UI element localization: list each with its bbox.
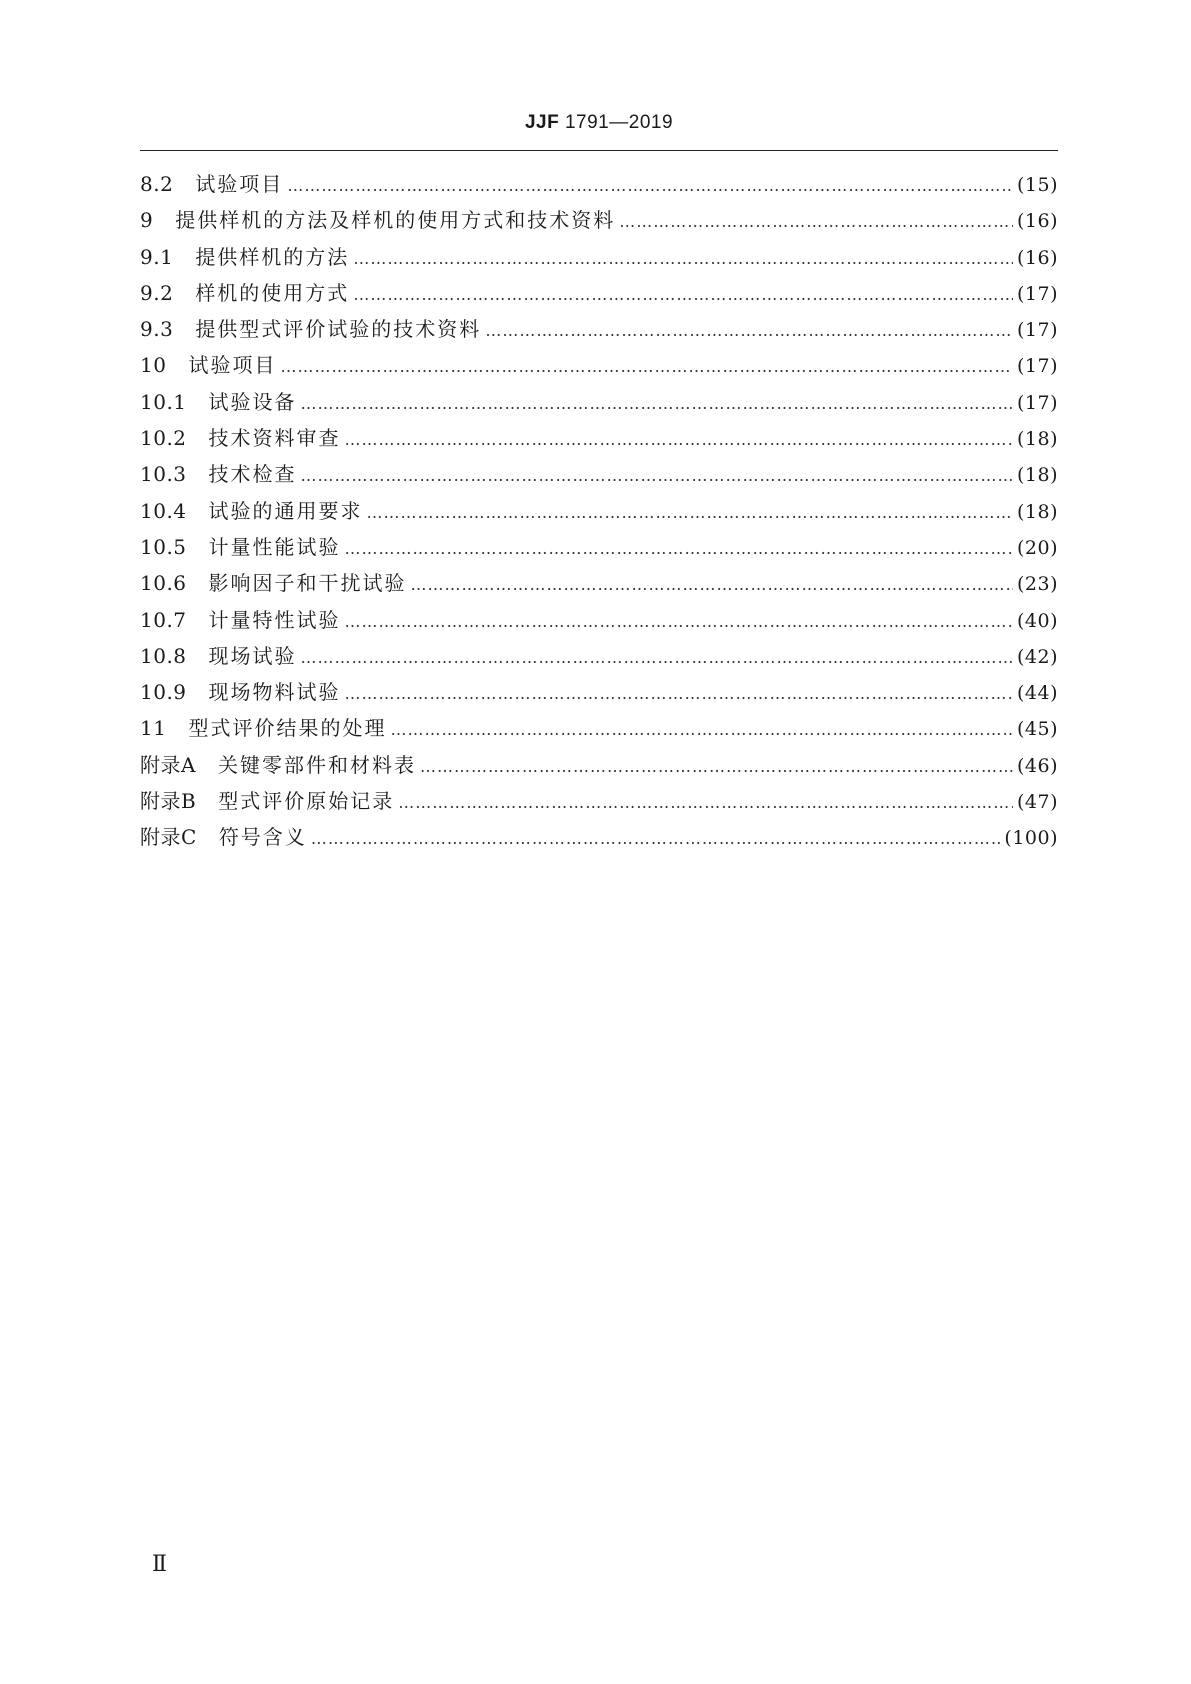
toc-leader-dots bbox=[398, 793, 1013, 812]
toc-entry-title: 计量特性试验 bbox=[208, 607, 341, 632]
toc-entry-page: (17) bbox=[1016, 282, 1058, 305]
toc-leader-dots bbox=[367, 503, 1013, 522]
toc-entry-number: 9.3 bbox=[140, 317, 174, 342]
toc-entry-gap bbox=[187, 426, 209, 450]
toc-entry-gap bbox=[153, 208, 175, 232]
toc-leader-dots bbox=[619, 212, 1013, 231]
toc-entry[interactable] bbox=[140, 422, 1058, 458]
toc-entry-number: 10.8 bbox=[140, 643, 187, 668]
toc-entry-page: (18) bbox=[1016, 464, 1058, 487]
toc-entry-page: (18) bbox=[1016, 500, 1058, 523]
toc-entry[interactable] bbox=[140, 313, 1058, 349]
toc-leader-dots bbox=[353, 249, 1013, 268]
header-rule bbox=[140, 150, 1058, 151]
toc-entry[interactable] bbox=[140, 785, 1058, 821]
toc-entry-title: 样机的使用方式 bbox=[195, 280, 350, 305]
toc-entry-title: 计量性能试验 bbox=[208, 534, 341, 559]
toc-entry-number: 10.2 bbox=[140, 426, 187, 451]
toc-leader-dots bbox=[301, 394, 1013, 413]
toc-entry-number: 10 bbox=[140, 353, 167, 378]
toc-entry-page: (16) bbox=[1016, 210, 1058, 233]
toc-entry-title: 试验项目 bbox=[188, 353, 277, 378]
toc-entry-number: 8.2 bbox=[140, 172, 174, 196]
toc-entry-page: (45) bbox=[1016, 718, 1058, 741]
toc-entry-title: 试验的通用要求 bbox=[208, 498, 363, 523]
toc-entry-title: 关键零部件和材料表 bbox=[217, 752, 416, 777]
toc-leader-dots bbox=[345, 612, 1013, 631]
toc-entry-number: 附录B bbox=[140, 789, 197, 814]
toc-entry[interactable] bbox=[140, 168, 1058, 204]
toc-entry[interactable] bbox=[140, 712, 1058, 748]
toc-leader-dots bbox=[280, 357, 1013, 376]
toc-entry[interactable] bbox=[140, 241, 1058, 277]
toc-entry-title: 型式评价结果的处理 bbox=[188, 716, 387, 741]
toc-entry-page: (17) bbox=[1016, 319, 1058, 342]
toc-entry-gap bbox=[187, 390, 209, 414]
toc-leader-dots bbox=[301, 466, 1013, 485]
toc-entry-page: (47) bbox=[1016, 791, 1058, 814]
toc-entry-page: (20) bbox=[1016, 536, 1058, 559]
toc-entry-number: 附录A bbox=[140, 752, 196, 777]
toc-entry[interactable] bbox=[140, 495, 1058, 531]
toc-entry-title: 型式评价原始记录 bbox=[218, 789, 395, 814]
toc-entry-title: 提供样机的方法 bbox=[195, 244, 350, 269]
toc-entry-gap bbox=[187, 680, 209, 704]
toc-entry-title: 技术检查 bbox=[208, 462, 297, 487]
toc-entry-page: (23) bbox=[1016, 573, 1058, 596]
toc-entry-gap bbox=[187, 571, 209, 595]
toc-entry[interactable] bbox=[140, 349, 1058, 385]
toc-entry-page: (100) bbox=[1004, 827, 1058, 850]
toc-entry-gap bbox=[173, 317, 195, 341]
toc-entry-title: 试验项目 bbox=[195, 172, 284, 196]
toc-leader-dots bbox=[420, 757, 1013, 776]
toc-entry-title: 试验设备 bbox=[208, 389, 297, 414]
toc-entry-gap bbox=[197, 825, 219, 849]
toc-entry-gap bbox=[187, 535, 209, 559]
toc-entry-page: (46) bbox=[1016, 754, 1058, 777]
toc-leader-dots bbox=[345, 684, 1013, 703]
standard-number: 1791—2019 bbox=[564, 112, 674, 133]
toc-entry-title: 提供样机的方法及样机的使用方式和技术资料 bbox=[175, 208, 616, 233]
toc-entry-number: 9.2 bbox=[140, 280, 174, 305]
toc-entry[interactable] bbox=[140, 821, 1058, 857]
toc-entry-number: 9 bbox=[140, 208, 154, 233]
toc-entry-title: 现场物料试验 bbox=[208, 680, 341, 705]
table-of-contents bbox=[140, 168, 1058, 858]
toc-entry-title: 提供型式评价试验的技术资料 bbox=[195, 317, 482, 342]
toc-entry-page: (44) bbox=[1016, 682, 1058, 705]
toc-entry-gap bbox=[166, 353, 188, 377]
toc-entry-page: (17) bbox=[1016, 391, 1058, 414]
toc-entry[interactable] bbox=[140, 531, 1058, 567]
toc-entry-page: (15) bbox=[1016, 174, 1058, 196]
toc-entry-number: 10.6 bbox=[140, 571, 187, 596]
toc-entry-title: 符号含义 bbox=[218, 825, 307, 850]
toc-entry-number: 10.5 bbox=[140, 534, 187, 559]
toc-leader-dots bbox=[345, 539, 1013, 558]
toc-entry[interactable] bbox=[140, 749, 1058, 785]
toc-entry-page: (40) bbox=[1016, 609, 1058, 632]
toc-leader-dots bbox=[353, 285, 1013, 304]
toc-leader-dots bbox=[485, 321, 1013, 340]
toc-entry-page: (16) bbox=[1016, 246, 1058, 269]
toc-entry[interactable] bbox=[140, 458, 1058, 494]
toc-leader-dots bbox=[411, 575, 1013, 594]
toc-entry-number: 9.1 bbox=[140, 244, 174, 269]
toc-entry-gap bbox=[187, 644, 209, 668]
toc-entry-gap bbox=[166, 716, 188, 740]
toc-entry[interactable] bbox=[140, 277, 1058, 313]
toc-entry-number: 10.3 bbox=[140, 462, 187, 487]
toc-entry-gap bbox=[173, 172, 195, 196]
toc-entry[interactable] bbox=[140, 204, 1058, 240]
toc-leader-dots bbox=[301, 648, 1013, 667]
toc-entry[interactable] bbox=[140, 640, 1058, 676]
toc-entry-number: 11 bbox=[140, 716, 167, 741]
toc-entry-page: (18) bbox=[1016, 428, 1058, 451]
toc-entry-title: 影响因子和干扰试验 bbox=[208, 571, 407, 596]
toc-entry[interactable] bbox=[140, 567, 1058, 603]
toc-entry[interactable] bbox=[140, 604, 1058, 640]
toc-leader-dots bbox=[390, 720, 1013, 739]
toc-entry-number: 10.9 bbox=[140, 680, 187, 705]
toc-entry[interactable] bbox=[140, 676, 1058, 712]
toc-entry-page: (17) bbox=[1016, 355, 1058, 378]
toc-leader-dots bbox=[287, 176, 1013, 195]
toc-entry-title: 现场试验 bbox=[208, 643, 297, 668]
toc-entry-gap bbox=[187, 499, 209, 523]
toc-entry-page: (42) bbox=[1016, 645, 1058, 668]
toc-leader-dots bbox=[311, 829, 1001, 848]
toc-entry-gap bbox=[187, 462, 209, 486]
toc-entry[interactable] bbox=[140, 386, 1058, 422]
toc-entry-number: 10.7 bbox=[140, 607, 187, 632]
toc-leader-dots bbox=[345, 430, 1013, 449]
standard-code: JJF bbox=[524, 112, 560, 133]
toc-entry-number: 10.1 bbox=[140, 389, 187, 414]
toc-entry-gap bbox=[196, 753, 218, 777]
toc-entry-number: 附录C bbox=[140, 825, 197, 850]
toc-entry-gap bbox=[196, 789, 218, 813]
toc-entry-title: 技术资料审查 bbox=[208, 426, 341, 451]
toc-entry-gap bbox=[173, 281, 195, 305]
page-number: Ⅱ bbox=[152, 1552, 167, 1577]
toc-entry-gap bbox=[173, 245, 195, 269]
toc-entry-number: 10.4 bbox=[140, 498, 187, 523]
page-header bbox=[140, 112, 1058, 134]
toc-entry-gap bbox=[187, 608, 209, 632]
